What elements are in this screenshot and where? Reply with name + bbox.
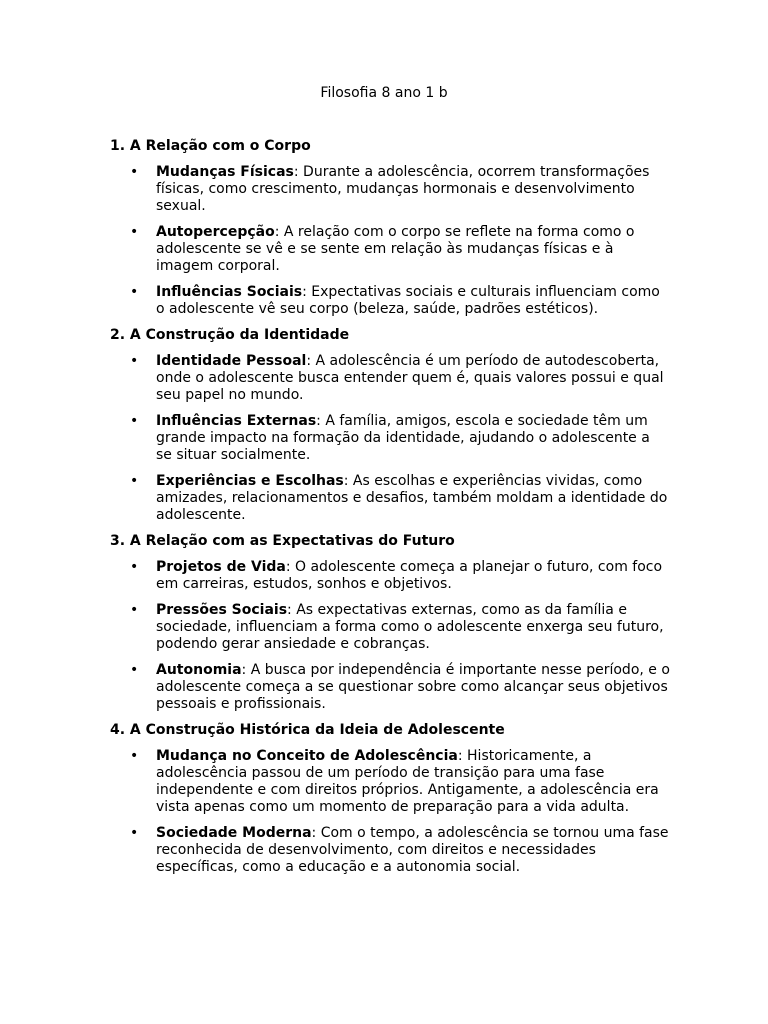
bullet-list [110,164,670,318]
item-term: Sociedade Moderna [156,825,312,841]
section-heading: 3. A Relação com as Expectativas do Futuro [110,533,455,549]
item-term: Pressões Sociais [156,602,288,618]
document-body [110,138,670,885]
section-1 [110,138,670,318]
section-3 [110,533,670,713]
item-description: : A relação com o corpo se reflete na forma como o adolescente se vê e se sente em relação às mudanças físicas e à imagem corporal. [156,224,635,274]
bullet-icon: • [130,473,139,489]
item-description: : A busca por independência é importante nesse período, e o adolescente começa a se questionar sobre como alcançar seus objetivos pessoais e profissionais. [156,662,670,712]
item-term: Identidade Pessoal [156,353,307,369]
bullet-icon: • [130,602,139,618]
item-description: : A adolescência é um período de autodescoberta, onde o adolescente busca entender quem é, quais valores possui e qual seu papel no mundo. [156,353,664,403]
section-heading: 1. A Relação com o Corpo [110,138,311,154]
list-item [110,662,670,713]
item-description: : Expectativas sociais e culturais influenciam como o adolescente vê seu corpo (beleza, saúde, padrões estéticos). [156,284,660,317]
bullet-icon: • [130,662,139,678]
list-item [110,825,670,876]
bullet-list [110,559,670,713]
bullet-icon: • [130,164,139,180]
item-term: Experiências e Escolhas [156,473,344,489]
list-item [110,284,670,318]
bullet-icon: • [130,825,139,841]
document-title: Filosofia 8 ano 1 b [320,85,448,101]
section-4 [110,722,670,876]
item-description: : O adolescente começa a planejar o futuro, com foco em carreiras, estudos, sonhos e objetivos. [156,559,663,592]
list-item [110,164,670,215]
item-description: : Historicamente, a adolescência passou de um período de transição para uma fase independente e com direitos próprios. Antigamente, a adolescência era vista apenas como um momento de preparação para a vida adulta. [156,748,659,815]
item-term: Mudanças Físicas [156,164,294,180]
item-description: : A família, amigos, escola e sociedade têm um grande impacto na formação da identidade, ajudando o adolescente a se situar socialmente. [156,413,650,463]
bullet-icon: • [130,353,139,369]
section-heading: 4. A Construção Histórica da Ideia de Adolescente [110,722,505,738]
item-description: : Durante a adolescência, ocorrem transformações físicas, como crescimento, mudanças hormonais e desenvolvimento sexual. [156,164,650,214]
list-item [110,473,670,524]
list-item [110,748,670,816]
list-item [110,413,670,464]
list-item [110,602,670,653]
bullet-list [110,748,670,876]
bullet-list [110,353,670,524]
section-2 [110,327,670,524]
bullet-icon: • [130,284,139,300]
item-term: Autopercepção [156,224,275,240]
bullet-icon: • [130,224,139,240]
list-item [110,224,670,275]
item-term: Mudança no Conceito de Adolescência [156,748,458,764]
list-item [110,559,670,593]
section-heading: 2. A Construção da Identidade [110,327,350,343]
item-term: Influências Sociais [156,284,303,300]
bullet-icon: • [130,413,139,429]
item-term: Influências Externas [156,413,317,429]
item-description: : As expectativas externas, como as da família e sociedade, influenciam a forma como o adolescente enxerga seu futuro, podendo gerar ansiedade e cobranças. [156,602,664,652]
item-description: : Com o tempo, a adolescência se tornou uma fase reconhecida de desenvolvimento, com direitos e necessidades específicas, como a educação e a autonomia social. [156,825,669,875]
item-description: : As escolhas e experiências vividas, como amizades, relacionamentos e desafios, também moldam a identidade do adolescente. [156,473,668,523]
bullet-icon: • [130,559,139,575]
bullet-icon: • [130,748,139,764]
list-item [110,353,670,404]
item-term: Autonomia [156,662,242,678]
item-term: Projetos de Vida [156,559,286,575]
